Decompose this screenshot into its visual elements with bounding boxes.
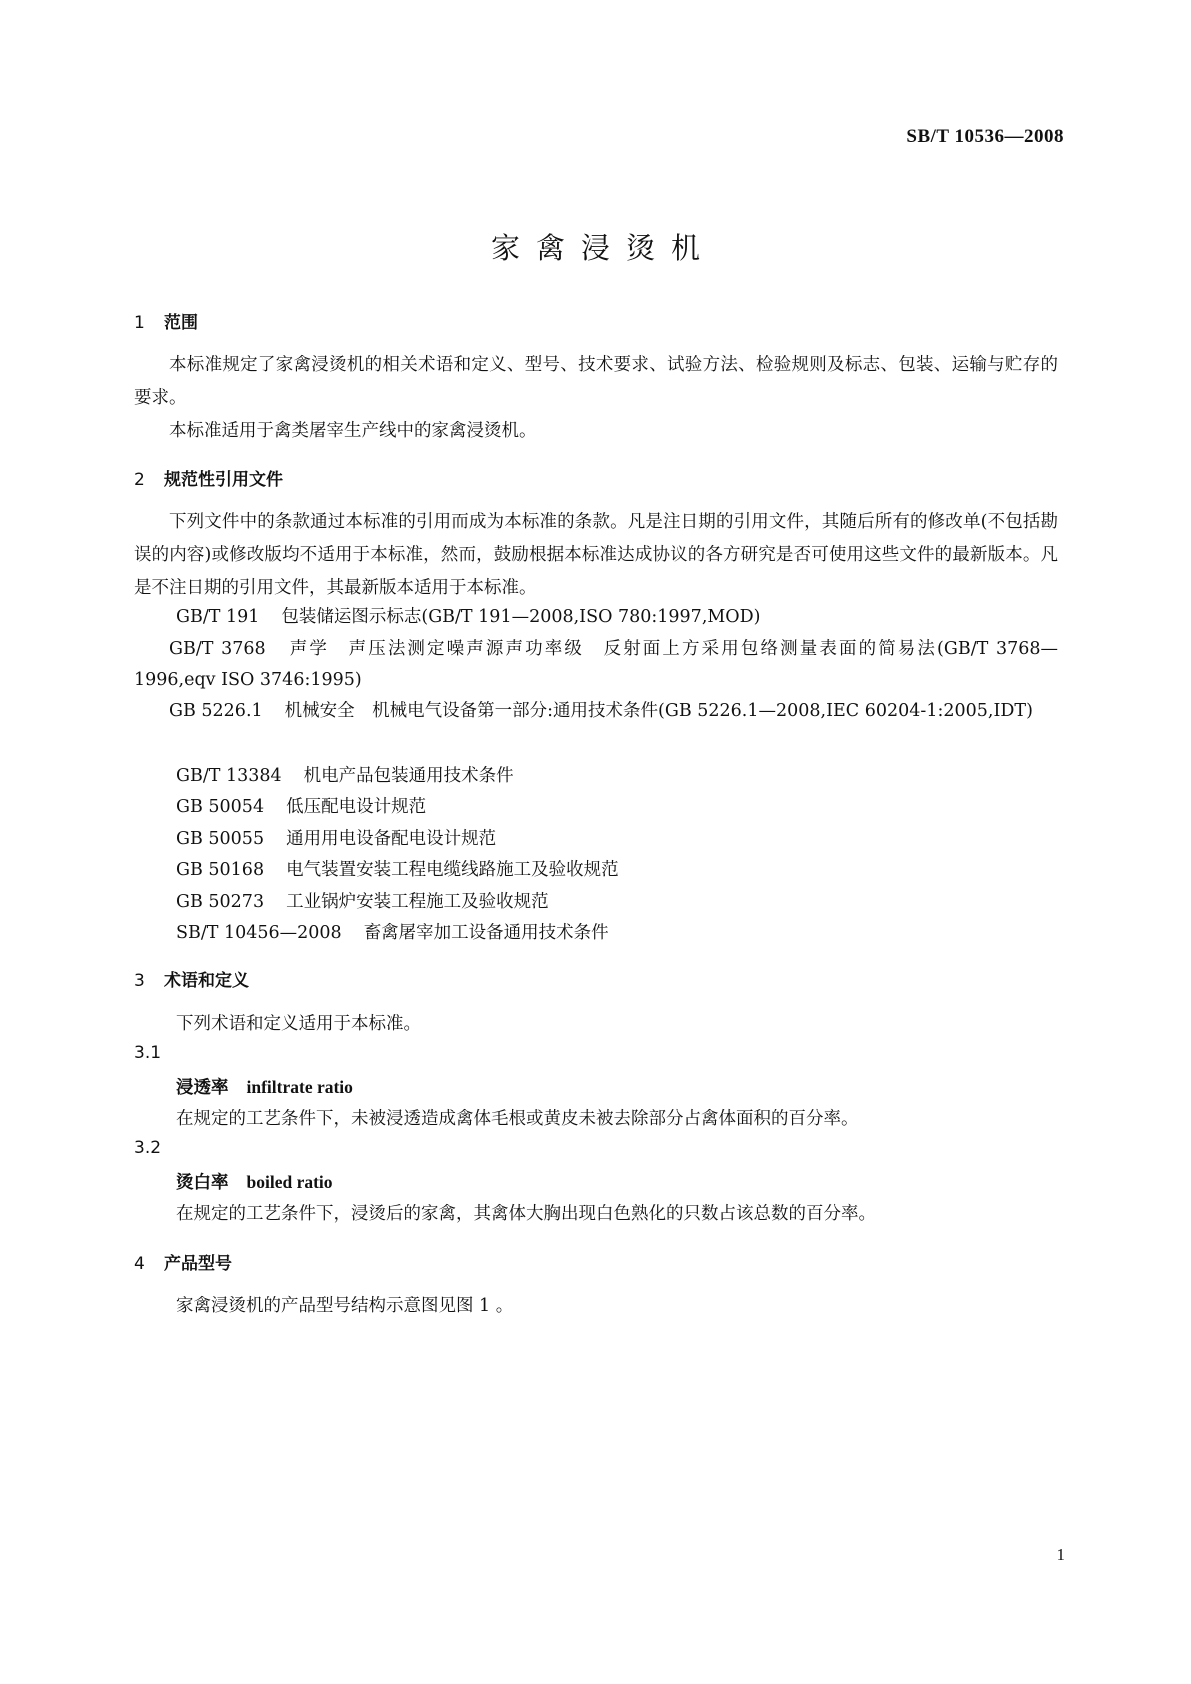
- section-title: 术语和定义: [164, 971, 249, 991]
- term-chinese: 浸透率: [176, 1078, 229, 1098]
- reference-title: 电气装置安装工程电缆线路施工及验收规范: [286, 860, 619, 880]
- section-1-heading: [134, 308, 198, 333]
- reference-item: [176, 919, 609, 944]
- reference-item: [134, 634, 1058, 696]
- section-title: 范围: [164, 313, 198, 333]
- reference-title: 畜禽屠宰加工设备通用技术条件: [363, 923, 609, 943]
- section-number: 4: [134, 1254, 145, 1274]
- term-english: boiled ratio: [246, 1172, 333, 1192]
- reference-item: [176, 793, 426, 818]
- section-2-heading: [134, 465, 283, 490]
- reference-item: [176, 825, 496, 850]
- term-definition: 在规定的工艺条件下，未被浸透造成禽体毛根或黄皮未被去除部分占禽体面积的百分率。: [176, 1109, 859, 1129]
- term-definition: 在规定的工艺条件下，浸烫后的家禽，其禽体大胸出现白色熟化的只数占该总数的百分率。: [176, 1204, 876, 1224]
- terms-intro: 下列术语和定义适用于本标准。: [176, 1014, 421, 1034]
- model-paragraph: 家禽浸烫机的产品型号结构示意图见图 1 。: [176, 1296, 514, 1316]
- reference-title: 声学 声压法测定噪声源声功率级 反射面上方采用包络测量表面的简易法(GB/T 3768—1996,eqv ISO 3746:1995): [134, 639, 1058, 690]
- section-number: 1: [134, 313, 145, 333]
- reference-item: [176, 888, 549, 913]
- reference-code: GB/T 13384: [176, 766, 282, 786]
- section-number: 2: [134, 470, 145, 490]
- section-title: 产品型号: [164, 1254, 232, 1274]
- reference-item: [176, 762, 514, 787]
- section-title: 规范性引用文件: [164, 470, 283, 490]
- section-number: 3: [134, 971, 145, 991]
- reference-item: [176, 856, 619, 881]
- clause-number: 3.1: [134, 1043, 162, 1063]
- scope-paragraph-2: 本标准适用于禽类屠宰生产线中的家禽浸烫机。: [169, 421, 537, 441]
- reference-item: [134, 696, 1058, 727]
- reference-code: GB/T 3768: [169, 639, 266, 659]
- normative-intro: 下列文件中的条款通过本标准的引用而成为本标准的条款。凡是注日期的引用文件，其随后所有的修改单(不包括勘误的内容)或修改版均不适用于本标准，然而，鼓励根据本标准达成协议的各方研究是否可使用这些文件的最新版本。凡是不注日期的引用文件，其最新版本适用于本标准。: [134, 512, 1058, 598]
- reference-code: SB/T 10456—2008: [176, 923, 342, 943]
- reference-title: 工业锅炉安装工程施工及验收规范: [286, 892, 549, 912]
- reference-title: 低压配电设计规范: [286, 797, 427, 817]
- reference-title: 机械安全 机械电气设备第一部分:通用技术条件(GB 5226.1—2008,IEC 60204-1:2005,IDT): [284, 701, 1033, 721]
- term-english: infiltrate ratio: [246, 1077, 353, 1097]
- reference-code: GB/T 191: [176, 607, 260, 627]
- standard-code: SB/T 10536—2008: [906, 126, 1064, 147]
- page-number: 1: [1056, 1545, 1065, 1564]
- clause-number: 3.2: [134, 1138, 162, 1158]
- reference-code: GB 50054: [176, 797, 265, 817]
- reference-code: GB 50273: [176, 892, 265, 912]
- section-3-heading: [134, 966, 249, 991]
- reference-title: 包装储运图示标志(GB/T 191—2008,ISO 780:1997,MOD): [281, 607, 761, 627]
- reference-code: GB 50168: [176, 860, 265, 880]
- term-chinese: 烫白率: [176, 1173, 229, 1193]
- reference-item: [176, 603, 761, 628]
- term-entry: [176, 1074, 353, 1099]
- reference-code: GB 5226.1: [169, 701, 263, 721]
- section-4-heading: [134, 1249, 232, 1274]
- term-entry: [176, 1169, 333, 1194]
- document-title: 家禽浸烫机: [490, 231, 716, 265]
- reference-code: GB 50055: [176, 829, 265, 849]
- scope-paragraph-1: 本标准规定了家禽浸烫机的相关术语和定义、型号、技术要求、试验方法、检验规则及标志、包装、运输与贮存的要求。: [134, 355, 1058, 408]
- reference-title: 通用用电设备配电设计规范: [286, 829, 497, 849]
- reference-title: 机电产品包装通用技术条件: [303, 766, 514, 786]
